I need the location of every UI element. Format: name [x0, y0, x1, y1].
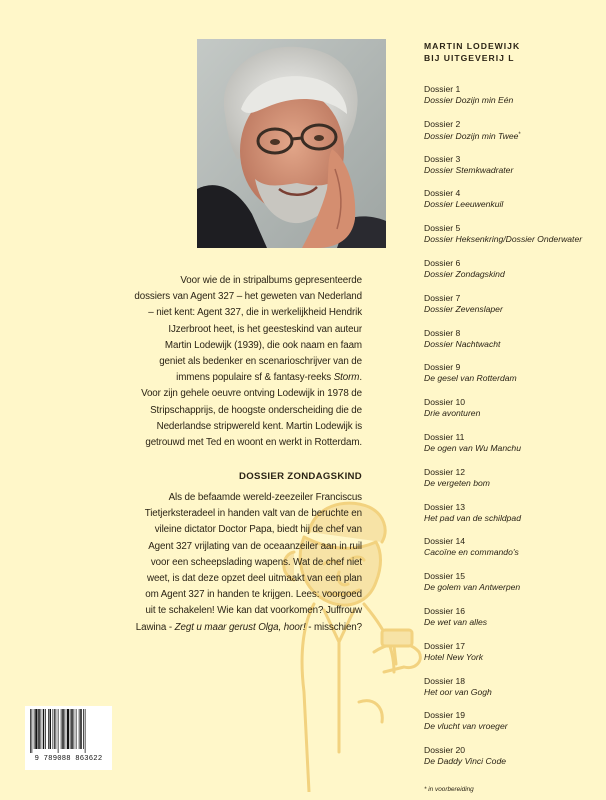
- bio-line: Stripschapprijs, de hoogste onderscheiding die de: [150, 404, 362, 416]
- dossier-item: [424, 293, 606, 328]
- summary-text: - misschien?: [305, 621, 362, 633]
- series-list-panel: [424, 40, 606, 767]
- series-title-line2: BIJ UITGEVERIJ L: [424, 53, 515, 63]
- dossier-title-text: Cacoïne en commando's: [424, 547, 519, 558]
- dossier-item: [424, 467, 606, 502]
- summary-line: voor een scheepslading wapens. Wat de chef niet: [150, 556, 362, 568]
- author-photo: [197, 39, 386, 248]
- summary-quote: Zegt u maar gerust Olga, hoor!: [174, 621, 306, 633]
- dossier-number: Dossier 19: [424, 710, 466, 721]
- dossier-title-text: Dossier Leeuwenkuil: [424, 199, 504, 210]
- dossier-item: [424, 536, 606, 571]
- dossier-item: [424, 432, 606, 467]
- dossier-number: Dossier 5: [424, 223, 461, 234]
- bio-period: .: [359, 372, 362, 384]
- bio-line: Nederlandse stripwereld kent. Martin Lodewijk is: [156, 420, 362, 432]
- dossier-title: [424, 234, 606, 245]
- footnote-marker: *: [518, 131, 521, 138]
- dossier-number: Dossier 7: [424, 292, 461, 303]
- summary-line: Als de befaamde wereld-zeezeiler Franciscus: [168, 492, 362, 503]
- author-portrait-image: [197, 39, 386, 248]
- bio-line: dossiers van Agent 327 – het geweten van Nederland: [134, 291, 362, 303]
- dossier-title: [424, 687, 606, 698]
- dossier-item: [424, 328, 606, 363]
- dossier-item: [424, 84, 606, 119]
- bio-text: immens populaire sf & fantasy-reeks: [176, 372, 334, 384]
- dossier-title-text: Dossier Heksenkring/Dossier Onderwater: [424, 234, 583, 245]
- isbn-barcode: [25, 706, 112, 770]
- dossier-title: [424, 339, 606, 350]
- dossier-title: [424, 652, 606, 663]
- summary-title: DOSSIER ZONDAGSKIND: [239, 471, 362, 482]
- dossier-title: [424, 443, 606, 454]
- dossier-title-text: De vergeten bom: [424, 477, 490, 488]
- bio-line: Martin Lodewijk (1939), die ook naam en faam: [164, 339, 362, 351]
- dossier-item: [424, 571, 606, 606]
- dossier-title-text: De wet van alles: [424, 616, 488, 627]
- bio-line-storm: [70, 370, 362, 386]
- dossier-title: [424, 199, 606, 210]
- dossier-item: [424, 223, 606, 258]
- dossier-number: Dossier 18: [424, 675, 466, 686]
- dossier-item: [424, 258, 606, 293]
- dossier-title: [424, 478, 606, 489]
- dossier-number: Dossier 2: [424, 118, 461, 129]
- dossier-title-text: De gesel van Rotterdam: [424, 373, 517, 384]
- dossier-item: [424, 606, 606, 641]
- storm-title: Storm: [333, 372, 360, 384]
- summary-line: vileine dictator Doctor Papa, biedt hij de chef van: [154, 524, 362, 536]
- dossier-number: Dossier 12: [424, 466, 466, 477]
- bio-line: Voor zijn gehele oeuvre ontving Lodewijk in 1978 de: [141, 388, 362, 400]
- dossier-item: [424, 641, 606, 676]
- dossier-number: Dossier 1: [424, 84, 461, 94]
- dossier-title: [424, 513, 606, 524]
- dossier-number: Dossier 20: [424, 745, 466, 756]
- dossier-item: [424, 188, 606, 223]
- summary-line: om Agent 327 in handen te krijgen. Lees: voorgoed: [145, 589, 362, 601]
- bio-line: IJzerbroot heet, is het geesteskind van auteur: [168, 323, 362, 335]
- dossier-title-text: Het oor van Gogh: [424, 686, 492, 697]
- dossier-title: [424, 373, 606, 384]
- dossier-title-text: Drie avonturen: [424, 408, 481, 419]
- dossier-number: Dossier 3: [424, 153, 461, 164]
- dossier-title: [424, 269, 606, 280]
- dossier-item: [424, 710, 606, 745]
- dossier-number: Dossier 8: [424, 327, 461, 338]
- dossier-title-text: De vlucht van vroeger: [424, 721, 508, 732]
- dossier-title: [424, 165, 606, 176]
- dossier-title-text: Dossier Dozijn min Twee: [424, 130, 519, 141]
- dossier-item: [424, 676, 606, 711]
- summary-line: Agent 327 vrijlating van de oceaanzeiler aan in ruil: [148, 540, 362, 552]
- dossier-title: [424, 408, 606, 419]
- footnote: * in voorbereiding: [424, 786, 474, 793]
- barcode-icon: [29, 709, 108, 753]
- dossier-title: [424, 547, 606, 558]
- dossier-title-text: Hotel New York: [424, 651, 484, 662]
- dossier-number: Dossier 6: [424, 257, 461, 268]
- summary-line: Tietjerksteradeel in handen valt van de beruchte en: [144, 508, 362, 520]
- dossier-title-text: Dossier Zondagskind: [424, 268, 505, 279]
- dossier-title: [424, 304, 606, 315]
- dossier-title-text: De Daddy Vinci Code: [424, 756, 507, 767]
- summary-last-line: [60, 620, 362, 636]
- bio-line: Voor wie de in stripalbums gepresenteerde: [180, 275, 362, 286]
- dossier-title-text: De ogen van Wu Manchu: [424, 442, 521, 453]
- isbn-number: 9 789088 863622: [34, 755, 103, 763]
- dossier-list: [424, 84, 606, 780]
- dossier-title: [424, 582, 606, 593]
- dossier-title-text: Dossier Zevenslaper: [424, 303, 503, 314]
- dossier-item: [424, 362, 606, 397]
- dossier-number: Dossier 17: [424, 640, 466, 651]
- dossier-title: [424, 721, 606, 732]
- summary-line: weet, is dat deze opzet deel uitmaakt van een plan: [146, 573, 362, 585]
- dossier-title: [424, 756, 606, 767]
- dossier-title-text: Dossier Nachtwacht: [424, 338, 501, 349]
- bio-line: getrouwd met Ted en woont en werkt in Rotterdam.: [145, 437, 362, 449]
- bio-line: geniet als bedenker en scenarioschrijver van de: [159, 356, 362, 368]
- summary-line: uit te schakelen! Wie kan dat voorkomen? Juffrouw: [145, 605, 362, 617]
- bio-line: – niet kent: Agent 327, die in werkelijkheid Hendrik: [148, 307, 362, 319]
- dossier-number: Dossier 15: [424, 571, 466, 582]
- dossier-number: Dossier 4: [424, 188, 461, 199]
- dossier-item: [424, 397, 606, 432]
- dossier-number: Dossier 11: [424, 431, 465, 442]
- dossier-title-text: De golem van Antwerpen: [424, 582, 521, 593]
- dossier-item: [424, 502, 606, 537]
- dossier-number: Dossier 14: [424, 536, 466, 547]
- dossier-number: Dossier 9: [424, 362, 461, 373]
- dossier-title-text: Dossier Stemkwadrater: [424, 164, 514, 175]
- dossier-number: Dossier 10: [424, 397, 466, 408]
- summary-text: Lawina -: [135, 621, 175, 633]
- dossier-number: Dossier 16: [424, 605, 466, 616]
- dossier-number: Dossier 13: [424, 501, 466, 512]
- dossier-title-text: Dossier Dozijn min Eén: [424, 95, 514, 105]
- album-summary: [60, 490, 362, 636]
- dossier-item: [424, 154, 606, 189]
- dossier-title: [424, 95, 606, 106]
- dossier-title-text: Het pad van de schildpad: [424, 512, 521, 523]
- dossier-title: [424, 130, 606, 142]
- dossier-item: [424, 745, 606, 780]
- series-title-line1: MARTIN LODEWIJK: [424, 41, 521, 51]
- dossier-title: [424, 617, 606, 628]
- dossier-item: [424, 119, 606, 154]
- author-bio: [70, 273, 362, 451]
